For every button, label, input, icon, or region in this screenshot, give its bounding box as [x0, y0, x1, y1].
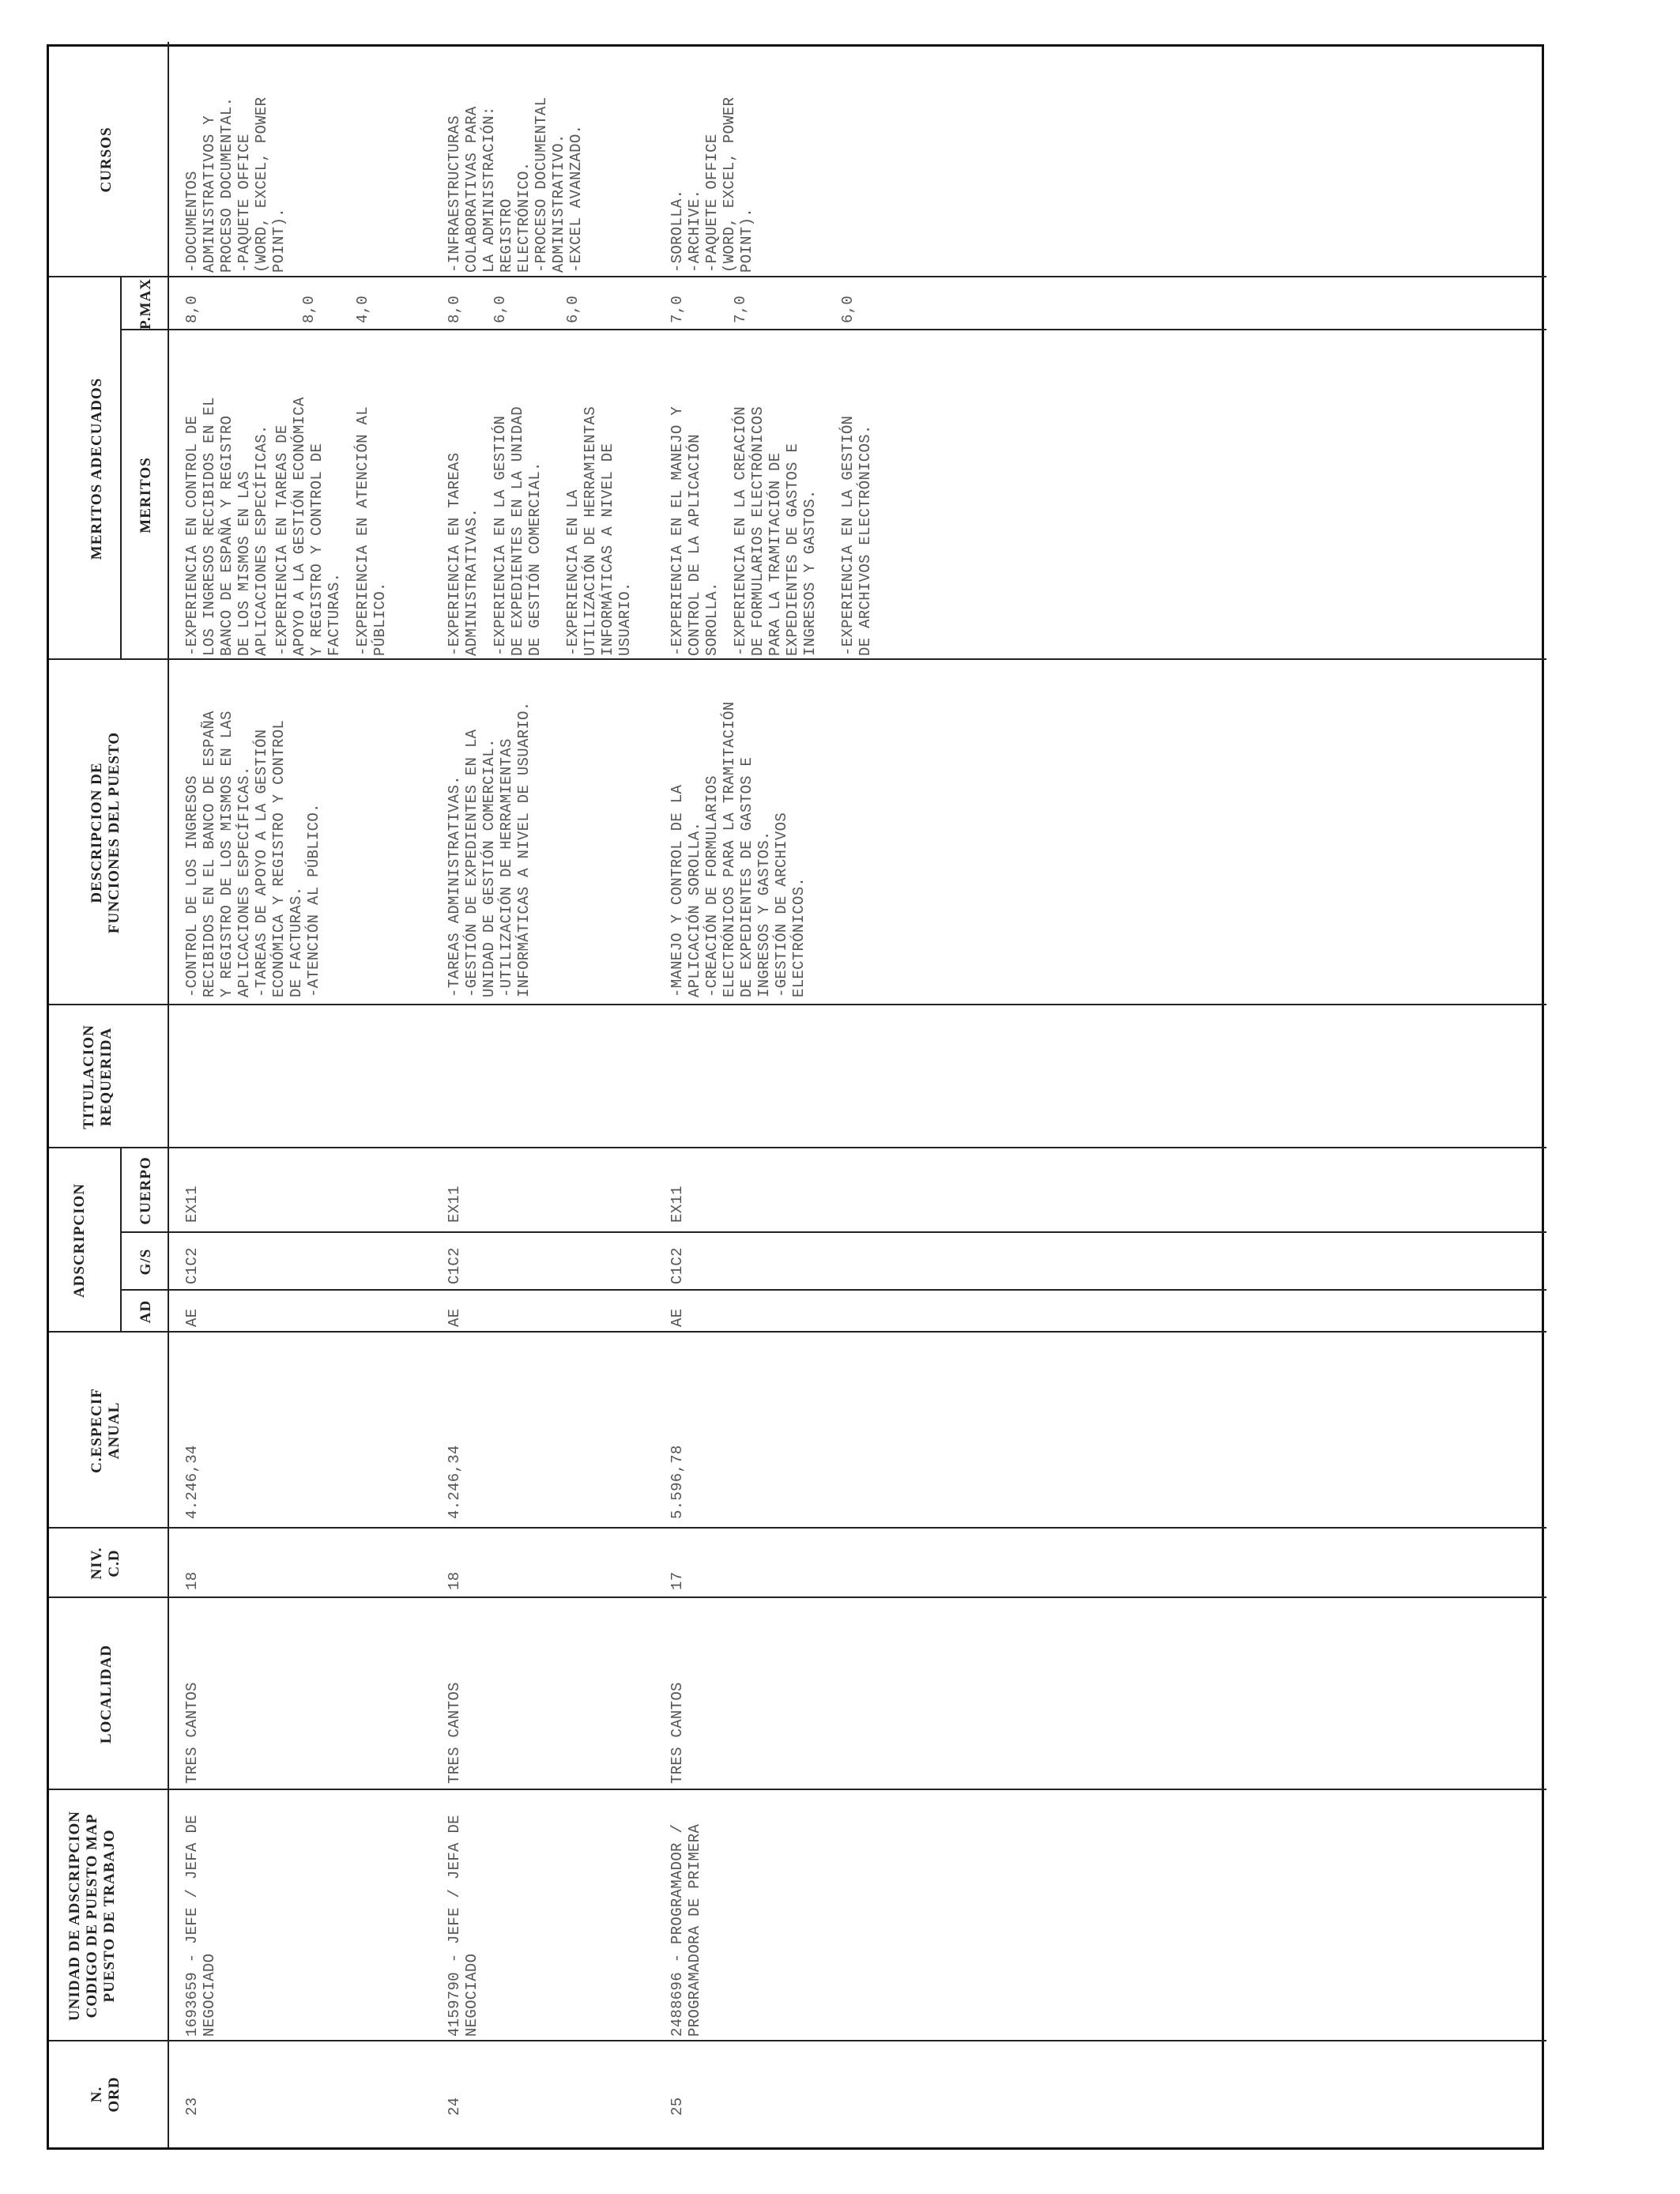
row-merito: -EXPERIENCIA EN ATENCIÓN AL PÚBLICO.: [354, 406, 389, 656]
col-sep: [49, 1596, 1546, 1598]
row-cursos: -INFRAESTRUCTURAS COLABORATIVAS PARA LA ADMINISTRACIÓN: REGISTRO ELECTRÓNICO. -PROCESO DOCUMENTAL ADMINISTRATIVO. -EXCEL AVANZADO.: [446, 96, 585, 273]
header-gs: G/S: [137, 1248, 154, 1276]
row-merito: -EXPERIENCIA EN CONTROL DE LOS INGRESOS RECIBIDOS EN EL BANCO DE ESPAÑA Y REGISTRO DE LOS MISMOS EN LAS APLICACIONES ESPECÍFICAS.: [183, 397, 270, 656]
row-localidad: TRES CANTOS: [446, 1682, 463, 1784]
row-pmax: 6,0: [839, 295, 857, 323]
row-ad: AE: [183, 1308, 201, 1327]
col-sep: [49, 276, 1546, 277]
row-pmax: 8,0: [446, 295, 463, 323]
header-localidad: LOCALIDAD: [98, 1644, 115, 1744]
row-puesto: 2488696 - PROGRAMADOR / PROGRAMADORA DE PRIMERA: [669, 1823, 703, 2037]
row-descripcion: -TAREAS ADMINISTRATIVAS. -GESTIÓN DE EXPEDIENTES EN LA UNIDAD DE GESTIÓN COMERCIAL. -UTILIZACIÓN DE HERRAMIENTAS INFORMÁTICAS A NIVEL DE USUARIO.: [446, 701, 533, 997]
row-ad: AE: [446, 1308, 463, 1327]
row-ord: 23: [183, 2097, 201, 2116]
row-ord: 24: [446, 2097, 463, 2116]
col-sep: [49, 1004, 1546, 1005]
header-descripcion: DESCRIPCION DE FUNCIONES DEL PUESTO: [89, 731, 122, 934]
col-sep: [49, 2040, 1546, 2041]
col-sep: [49, 1147, 1546, 1148]
row-especif: 5.596,78: [669, 1445, 686, 1519]
header-adscripcion: ADSCRIPCION: [71, 1182, 88, 1299]
row-localidad: TRES CANTOS: [183, 1682, 201, 1784]
row-pmax: 6,0: [492, 295, 509, 323]
header-n-ord: N. ORD: [89, 2076, 122, 2113]
header-ad: AD: [137, 1299, 154, 1324]
row-gs: C1C2: [669, 1247, 686, 1284]
row-merito: -EXPERIENCIA EN TAREAS DE APOYO A LA GESTIÓN ECONÓMICA Y REGISTRO Y CONTROL DE FACTURAS.: [273, 397, 343, 656]
col-sep: [120, 1231, 1546, 1233]
row-merito: -EXPERIENCIA EN LA GESTIÓN DE EXPEDIENTES EN LA UNIDAD DE GESTIÓN COMERCIAL.: [492, 406, 544, 656]
row-especif: 4.246,34: [446, 1445, 463, 1519]
subheader-rule: [120, 277, 122, 660]
row-localidad: TRES CANTOS: [669, 1682, 686, 1784]
row-ad: AE: [669, 1308, 686, 1327]
row-descripcion: -CONTROL DE LOS INGRESOS RECIBIDOS EN EL BANCO DE ESPAÑA Y REGISTRO DE LOS MISMOS EN LAS APLICACIONES ESPECÍFICAS. -TAREAS DE APOYO A LA GESTIÓN ECONÓMICA Y REGISTRO Y CONTROL DE FACTURAS. -ATENCIÓN AL PÚBLICO.: [183, 711, 322, 997]
col-sep: [49, 658, 1546, 660]
row-merito: -EXPERIENCIA EN TAREAS ADMINISTRATIVAS.: [446, 452, 480, 656]
header-titulacion: TITULACION REQUERIDA: [81, 1024, 115, 1129]
header-niv: NIV. C.D: [89, 1547, 122, 1580]
header-c-especif: C.ESPECIF ANUAL: [89, 1388, 122, 1473]
row-pmax: 7,0: [669, 295, 686, 323]
header-rule: [168, 42, 169, 2147]
col-sep: [120, 1289, 1546, 1291]
row-merito: -EXPERIENCIA EN EL MANEJO Y CONTROL DE LA APLICACIÓN SOROLLA.: [669, 406, 721, 656]
row-niv: 18: [183, 1571, 201, 1590]
row-cursos: -DOCUMENTOS ADMINISTRATIVOS Y PROCESO DOCUMENTAL. -PAQUETE OFFICE (WORD, EXCEL, POWER POINT).: [183, 96, 288, 273]
header-meritos-adecuados: MERITOS ADECUADOS: [89, 377, 105, 560]
header-unidad: UNIDAD DE ADSCRIPCION CODIGO DE PUESTO MAP PUESTO DE TRABAJO: [66, 1811, 118, 2021]
row-niv: 18: [446, 1571, 463, 1590]
row-merito: -EXPERIENCIA EN LA GESTIÓN DE ARCHIVOS ELECTRÓNICOS.: [839, 415, 874, 656]
row-merito: -EXPERIENCIA EN LA UTILIZACIÓN DE HERRAMIENTAS INFORMÁTICAS A NIVEL DE USUARIO.: [564, 406, 634, 656]
col-sep: [120, 329, 1546, 330]
row-merito: -EXPERIENCIA EN LA CREACIÓN DE FORMULARIOS ELECTRÓNICOS PARA LA TRAMITACIÓN DE EXPEDIENTES DE GASTOS E INGRESOS Y GASTOS.: [732, 406, 819, 656]
row-pmax: 8,0: [300, 295, 318, 323]
row-puesto: 4159790 - JEFE / JEFA DE NEGOCIADO: [446, 1815, 480, 2037]
row-cuerpo: EX11: [669, 1186, 686, 1223]
row-cuerpo: EX11: [446, 1186, 463, 1223]
header-meritos: MERITOS: [137, 457, 154, 533]
row-especif: 4.246,34: [183, 1445, 201, 1519]
row-cursos: -SOROLLA. -ARCHIVE. -PAQUETE OFFICE (WORD, EXCEL, POWER POINT).: [669, 96, 755, 273]
row-gs: C1C2: [183, 1247, 201, 1284]
header-cursos: CURSOS: [98, 126, 115, 193]
col-sep: [49, 1789, 1546, 1790]
col-sep: [49, 1331, 1546, 1333]
col-sep: [49, 1527, 1546, 1529]
subheader-rule: [120, 1148, 122, 1333]
header-pmax: P.MAX: [137, 278, 154, 330]
row-puesto: 1693659 - JEFE / JEFA DE NEGOCIADO: [183, 1815, 218, 2037]
row-niv: 17: [669, 1571, 686, 1590]
row-pmax: 6,0: [564, 295, 582, 323]
row-pmax: 7,0: [732, 295, 749, 323]
row-pmax: 8,0: [183, 295, 201, 323]
table-frame: [47, 44, 1544, 2150]
row-cuerpo: EX11: [183, 1186, 201, 1223]
row-gs: C1C2: [446, 1247, 463, 1284]
row-descripcion: -MANEJO Y CONTROL DE LA APLICACIÓN SOROLLA. -CREACIÓN DE FORMULARIOS ELECTRÓNICOS PARA LA TRAMITACIÓN DE EXPEDIENTES DE GASTOS E INGRESOS Y GASTOS. -GESTIÓN DE ARCHIVOS ELECTRÓNICOS.: [669, 701, 808, 997]
row-pmax: 4,0: [354, 295, 371, 323]
row-ord: 25: [669, 2097, 686, 2116]
header-cuerpo: CUERPO: [137, 1156, 154, 1225]
